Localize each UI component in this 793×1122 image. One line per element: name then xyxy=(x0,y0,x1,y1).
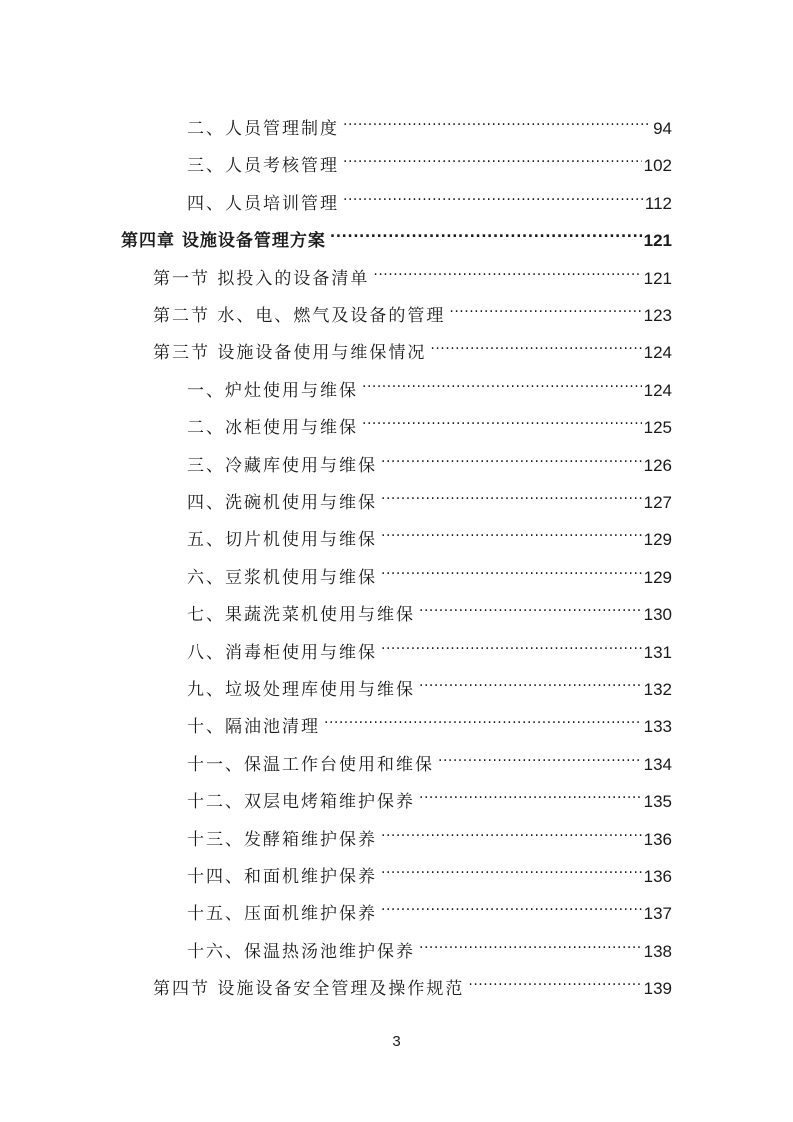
dot-leader xyxy=(330,218,642,246)
toc-entry[interactable] xyxy=(187,181,672,214)
toc-entry-title: 第四节 设施设备安全管理及操作规范 xyxy=(153,979,465,1000)
toc-entry-title: 十二、双层电烤箱维护保养 xyxy=(187,792,415,813)
dot-leader xyxy=(381,817,642,845)
dot-leader xyxy=(343,143,642,171)
toc-entry-title: 十五、压面机维护保养 xyxy=(187,904,377,925)
dot-leader xyxy=(362,405,642,433)
dot-leader xyxy=(419,667,642,695)
dot-leader xyxy=(381,630,642,658)
toc-entry-title: 三、冷藏库使用与维保 xyxy=(187,455,377,476)
toc-entry-page: 126 xyxy=(643,455,672,475)
dot-leader xyxy=(381,555,642,583)
toc-chapter-entry[interactable] xyxy=(121,218,672,252)
toc-entry[interactable] xyxy=(187,405,672,439)
toc-entry-page: 138 xyxy=(643,941,672,961)
dot-leader xyxy=(419,929,642,957)
toc-entry-page: 121 xyxy=(643,268,672,288)
toc-entry[interactable] xyxy=(187,667,672,700)
toc-entry-title: 五、切片机使用与维保 xyxy=(187,530,377,551)
toc-entry-title: 十三、发酵箱维护保养 xyxy=(187,829,377,850)
toc-entry-page: 124 xyxy=(643,380,672,400)
toc-entry-title: 四、人员培训管理 xyxy=(187,193,339,214)
toc-entry-page: 112 xyxy=(644,193,672,213)
toc-entry-page: 136 xyxy=(643,867,672,886)
dot-leader xyxy=(419,592,642,620)
toc-entry-page: 124 xyxy=(643,343,672,363)
toc-entry[interactable] xyxy=(187,480,672,513)
toc-entry[interactable] xyxy=(187,891,672,925)
toc-entry-title: 九、垃圾处理库使用与维保 xyxy=(187,680,415,700)
toc-entry-title: 三、人员考核管理 xyxy=(187,156,339,177)
toc-entry-page: 121 xyxy=(643,231,672,251)
toc-entry-title: 四、洗碗机使用与维保 xyxy=(187,493,377,513)
toc-entry[interactable] xyxy=(187,704,672,738)
toc-entry-title: 十六、保温热汤池维护保养 xyxy=(187,941,415,962)
toc-entry-title: 十、隔油池清理 xyxy=(187,717,320,738)
dot-leader xyxy=(381,443,642,471)
toc-entry[interactable] xyxy=(187,779,672,813)
toc-entry[interactable] xyxy=(187,106,672,139)
dot-leader xyxy=(430,330,641,358)
toc-entry-title: 第二节 水、电、燃气及设备的管理 xyxy=(153,306,446,326)
toc-entry-page: 132 xyxy=(643,680,672,699)
toc-entry-title: 二、人员管理制度 xyxy=(187,119,339,139)
toc-entry-page: 133 xyxy=(643,717,672,737)
dot-leader xyxy=(419,779,642,807)
dot-leader xyxy=(362,368,642,396)
toc-entry-page: 137 xyxy=(643,904,672,924)
toc-entry-page: 102 xyxy=(643,156,672,176)
toc-section-entry[interactable] xyxy=(153,330,672,364)
toc-entry-title: 第一节 拟投入的设备清单 xyxy=(153,268,370,289)
toc-entry-title: 第四章 设施设备管理方案 xyxy=(121,231,326,252)
toc-entry-page: 125 xyxy=(643,418,672,438)
toc-entry-title: 一、炉灶使用与维保 xyxy=(187,380,358,401)
toc-entry-page: 134 xyxy=(643,754,672,774)
toc-entry-page: 94 xyxy=(653,119,672,138)
toc-entry-page: 139 xyxy=(643,979,672,999)
dot-leader xyxy=(381,517,642,545)
dot-leader xyxy=(373,256,641,284)
toc-entry[interactable] xyxy=(187,854,672,887)
toc-entry[interactable] xyxy=(187,742,672,775)
page-number: 3 xyxy=(392,1033,401,1050)
dot-leader xyxy=(449,293,641,321)
toc-section-entry[interactable] xyxy=(153,293,672,326)
dot-leader xyxy=(381,480,642,508)
toc-entry-page: 129 xyxy=(643,530,672,550)
toc-entry-page: 136 xyxy=(643,829,672,849)
toc-section-entry[interactable] xyxy=(153,256,672,289)
toc-entry[interactable] xyxy=(187,817,672,850)
toc-entry[interactable] xyxy=(187,555,672,588)
toc-entry-title: 八、消毒柜使用与维保 xyxy=(187,642,377,663)
toc-entry-page: 129 xyxy=(643,567,672,587)
dot-leader xyxy=(381,854,642,882)
toc-entry-page: 131 xyxy=(643,642,672,662)
toc-entry[interactable] xyxy=(187,929,672,962)
toc-entry-title: 六、豆浆机使用与维保 xyxy=(187,567,377,588)
toc-entry-title: 十四、和面机维护保养 xyxy=(187,867,377,887)
toc-entry-page: 135 xyxy=(643,792,672,812)
toc-entry[interactable] xyxy=(187,443,672,476)
dot-leader xyxy=(468,966,641,994)
toc-entry-page: 130 xyxy=(643,605,672,625)
toc-entry[interactable] xyxy=(187,517,672,551)
toc-entry-page: 127 xyxy=(643,493,672,512)
dot-leader xyxy=(438,742,642,770)
toc-entry-page: 123 xyxy=(643,306,672,325)
toc-section-entry[interactable] xyxy=(153,966,672,1000)
dot-leader xyxy=(343,181,643,209)
dot-leader xyxy=(324,704,642,732)
dot-leader xyxy=(343,106,651,134)
toc-entry-title: 第三节 设施设备使用与维保情况 xyxy=(153,343,427,364)
toc-entry-title: 二、冰柜使用与维保 xyxy=(187,418,358,439)
toc-entry[interactable] xyxy=(187,630,672,663)
toc-entry[interactable] xyxy=(187,368,672,401)
toc-entry-title: 十一、保温工作台使用和维保 xyxy=(187,754,434,775)
dot-leader xyxy=(381,891,642,919)
toc-entry-title: 七、果蔬洗菜机使用与维保 xyxy=(187,605,415,626)
toc-entry[interactable] xyxy=(187,592,672,626)
toc-entry[interactable] xyxy=(187,143,672,177)
